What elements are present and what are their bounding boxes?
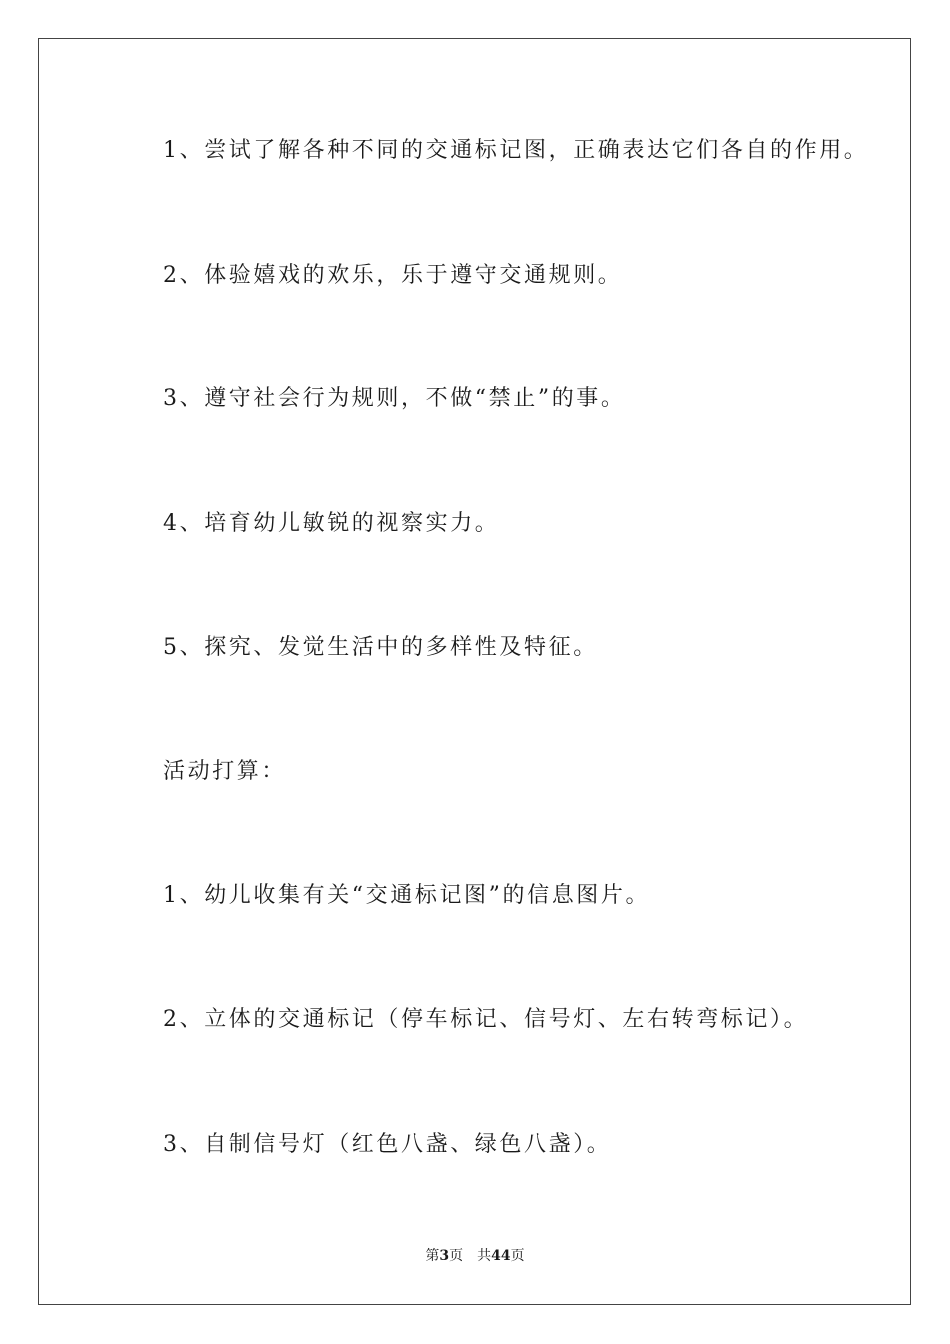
objective-5: 5、探究、发觉生活中的多样性及特征。: [163, 635, 598, 660]
total-pages: 44: [491, 1248, 511, 1264]
objective-2: 2、体验嬉戏的欢乐，乐于遵守交通规则。: [163, 263, 623, 288]
total-suffix: 页: [510, 1248, 525, 1264]
page-suffix: 页: [449, 1248, 464, 1264]
page-prefix: 第: [425, 1248, 440, 1264]
preparation-3: 3、自制信号灯（红色八盏、绿色八盏）。: [163, 1132, 612, 1157]
preparation-1: 1、幼儿收集有关“交通标记图”的信息图片。: [163, 883, 651, 908]
objective-3: 3、遵守社会行为规则，不做“禁止”的事。: [163, 386, 626, 411]
total-prefix: 共: [477, 1248, 492, 1264]
page-footer: [0, 1247, 950, 1265]
page-border: [38, 38, 911, 1305]
section-heading-preparation: 活动打算：: [163, 759, 287, 784]
page-number: 3: [439, 1248, 450, 1264]
preparation-2: 2、立体的交通标记（停车标记、信号灯、左右转弯标记）。: [163, 1007, 809, 1032]
objective-4: 4、培育幼儿敏锐的视察实力。: [163, 511, 500, 536]
objective-1: 1、尝试了解各种不同的交通标记图，正确表达它们各自的作用。: [163, 138, 869, 163]
